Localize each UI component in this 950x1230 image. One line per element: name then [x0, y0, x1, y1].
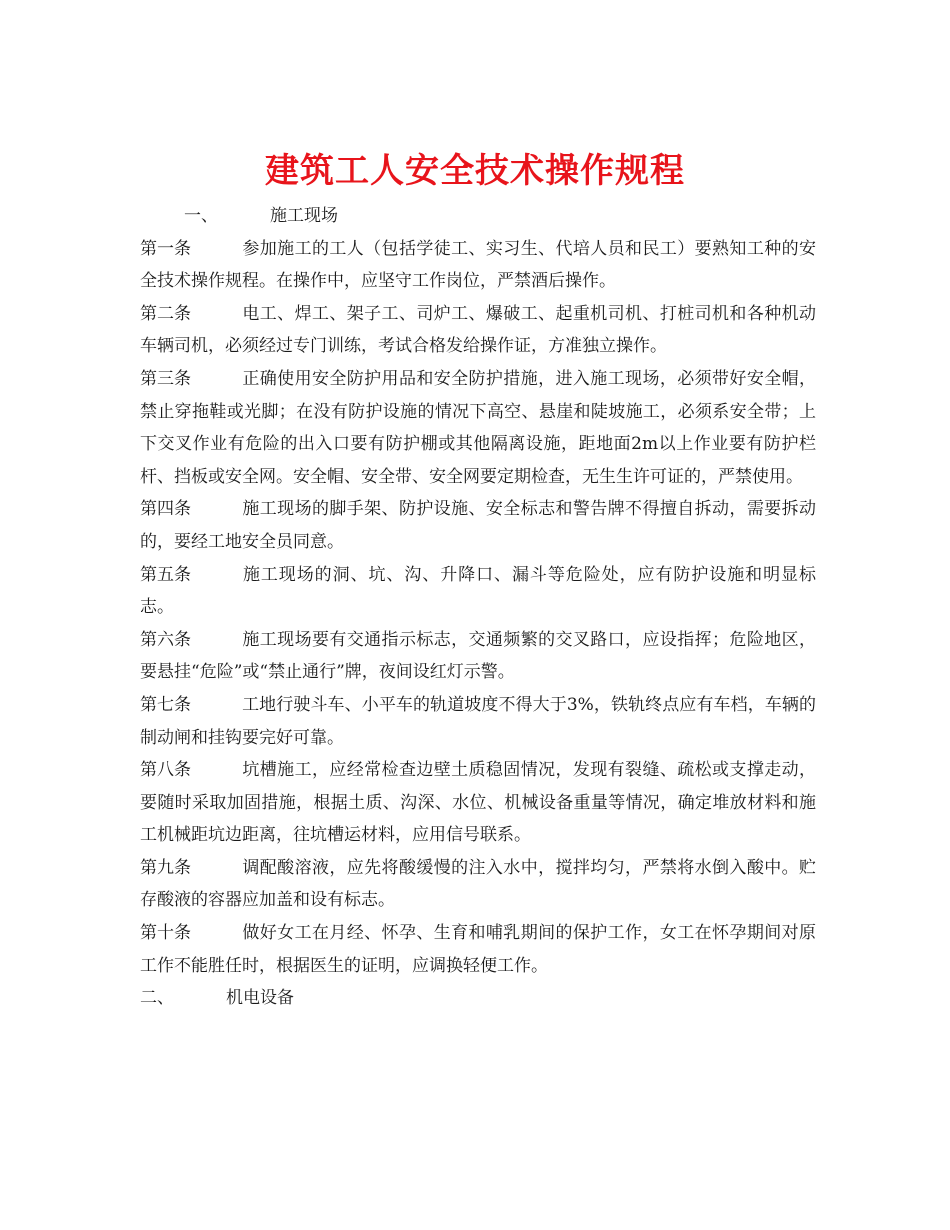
article-number: 第七条 [140, 694, 191, 715]
section-number: 一、 [184, 206, 218, 226]
article [140, 559, 816, 624]
article [140, 363, 816, 493]
section-title: 施工现场 [270, 206, 338, 226]
article-text: 工地行驶斗车、小平车的轨道坡度不得大于3%，铁轨终点应有车档，车辆的制动闸和挂钩要完好可靠。 [140, 694, 816, 748]
article-text: 做好女工在月经、怀孕、生育和哺乳期间的保护工作，女工在怀孕期间对原工作不能胜任时，根据医生的证明，应调换轻便工作。 [140, 923, 816, 976]
article [140, 624, 816, 689]
article-text: 调配酸溶液，应先将酸缓慢的注入水中，搅拌均匀，严禁将水倒入酸中。贮存酸液的容器应加盖和设有标志。 [140, 857, 816, 911]
article [140, 852, 816, 917]
article-number: 第六条 [140, 629, 191, 650]
document-body [140, 200, 816, 1015]
article-text: 电工、焊工、架子工、司炉工、爆破工、起重机司机、打桩司机和各种机动车辆司机，必须经过专门训练，考试合格发给操作证，方准独立操作。 [140, 303, 816, 357]
article-number: 第一条 [140, 238, 191, 259]
article-text: 施工现场的洞、坑、沟、升降口、漏斗等危险处，应有防护设施和明显标志。 [140, 564, 816, 618]
article [140, 917, 816, 982]
section-heading [140, 982, 816, 1015]
article-number: 第三条 [140, 368, 191, 389]
article-text: 正确使用安全防护用品和安全防护措施，进入施工现场，必须带好安全帽，禁止穿拖鞋或光脚；在没有防护设施的情况下高空、悬崖和陡坡施工，必须系安全带；上下交叉作业有危险的出入口要有防护棚或其他隔离设施，距地面2m以上作业要有防护栏杆、挡板或安全网。安全帽、安全带、安全网要定期检查，无生生许可证的，严禁使用。 [140, 368, 816, 487]
document-title: 建筑工人安全技术操作规程 [265, 150, 685, 191]
article-text: 坑槽施工，应经常检查边壁土质稳固情况，发现有裂缝、疏松或支撑走动，要随时采取加固措施，根据土质、沟深、水位、机械设备重量等情况，确定堆放材料和施工机械距坑边距离，往坑槽运材料，应用信号联系。 [140, 760, 816, 846]
article [140, 689, 816, 754]
article [140, 233, 816, 298]
article [140, 754, 816, 852]
article-number: 第八条 [140, 760, 191, 781]
article [140, 298, 816, 363]
article-text: 参加施工的工人（包括学徒工、实习生、代培人员和民工）要熟知工种的安全技术操作规程。在操作中，应坚守工作岗位，严禁酒后操作。 [140, 238, 816, 292]
article-number: 第五条 [140, 564, 191, 585]
article-number: 第九条 [140, 857, 191, 878]
article-number: 第十条 [140, 923, 191, 944]
article-number: 第二条 [140, 303, 191, 324]
article-text: 施工现场的脚手架、防护设施、安全标志和警告牌不得擅自拆动，需要拆动的，要经工地安全员同意。 [140, 499, 816, 552]
section-number: 二、 [140, 988, 174, 1009]
article-text: 施工现场要有交通指示标志，交通频繁的交叉路口，应设指挥；危险地区，要悬挂“危险”或“禁止通行”牌，夜间设红灯示警。 [140, 629, 816, 683]
section-heading [140, 200, 816, 233]
article-number: 第四条 [140, 499, 191, 520]
article [140, 493, 816, 558]
section-title: 机电设备 [226, 988, 294, 1009]
